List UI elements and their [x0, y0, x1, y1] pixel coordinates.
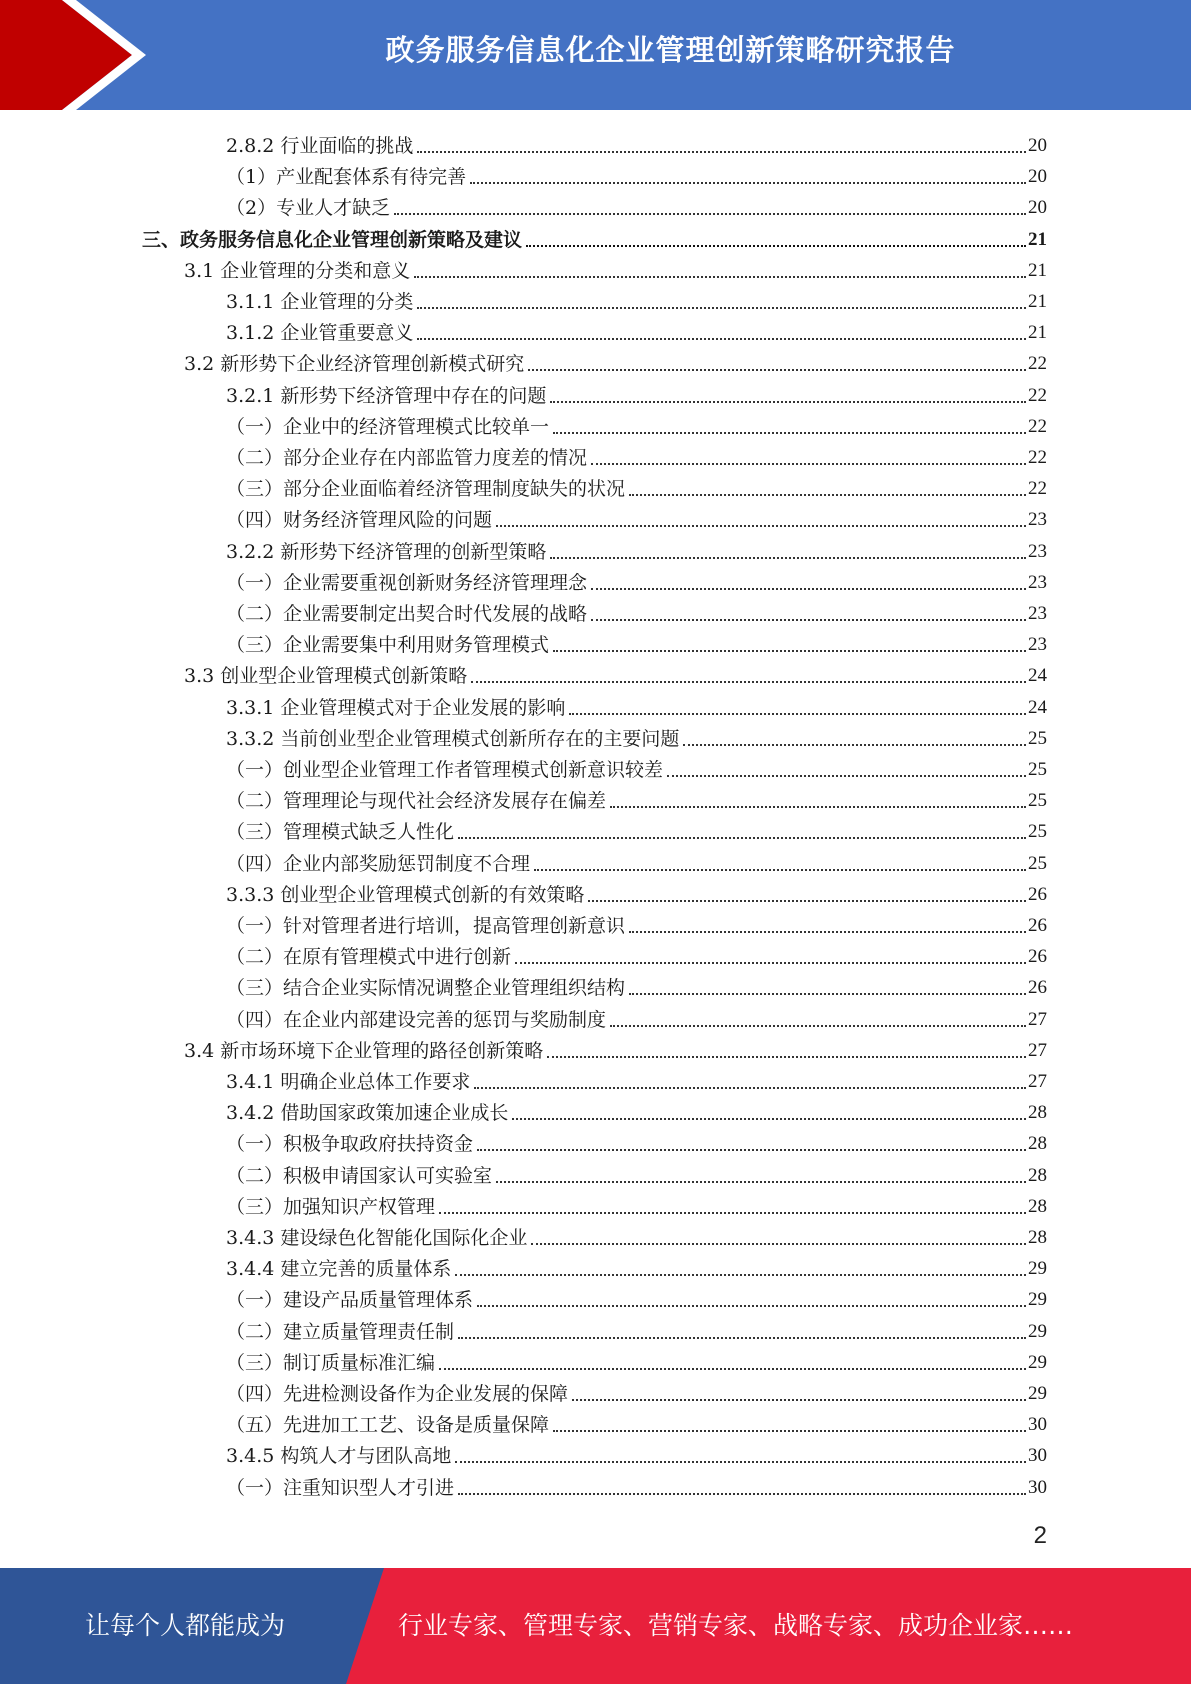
toc-entry-page: 23 — [1028, 540, 1047, 562]
toc-entry[interactable] — [184, 1032, 1047, 1063]
toc-entry[interactable] — [226, 813, 1047, 844]
toc-entry[interactable] — [226, 501, 1047, 532]
toc-entry-label: 3.4.1 明确企业总体工作要求 — [226, 1071, 471, 1093]
toc-entry-page: 21 — [1028, 291, 1047, 312]
toc-entry[interactable] — [226, 283, 1047, 314]
toc-entry[interactable] — [226, 439, 1047, 470]
toc-entry-page: 21 — [1028, 322, 1047, 344]
toc-entry[interactable] — [226, 1125, 1047, 1156]
toc-entry-label: （一）创业型企业管理工作者管理模式创新意识较差 — [226, 759, 664, 781]
toc-entry-label: 3.3 创业型企业管理模式创新策略 — [184, 665, 468, 688]
toc-entry-label: （四）先进检测设备作为企业发展的保障 — [226, 1383, 569, 1405]
toc-entry-page: 22 — [1028, 384, 1047, 406]
toc-entry-label: （二）在原有管理模式中进行创新 — [226, 946, 512, 969]
toc-dot-leader — [629, 993, 1026, 995]
toc-entry[interactable] — [226, 1375, 1047, 1406]
toc-dot-leader — [610, 806, 1026, 808]
toc-entry-label: 3.4 新市场环境下企业管理的路径创新策略 — [184, 1039, 544, 1062]
toc-dot-leader — [417, 307, 1026, 309]
footer-slogan-left: 让每个人都能成为 — [84, 1611, 285, 1640]
toc-entry[interactable] — [226, 626, 1047, 657]
toc-entry[interactable] — [226, 1281, 1047, 1312]
header-arrow-decoration — [0, 0, 160, 110]
toc-dot-leader — [455, 1274, 1026, 1276]
toc-entry-label: （一）建设产品质量管理体系 — [226, 1289, 474, 1312]
toc-entry-page: 28 — [1028, 1102, 1047, 1124]
toc-dot-leader — [477, 1305, 1026, 1307]
toc-entry-page: 29 — [1028, 1351, 1047, 1373]
toc-entry-label: （三）加强知识产权管理 — [226, 1195, 436, 1218]
toc-entry-label: 3.4.2 借助国家政策加速企业成长 — [226, 1102, 509, 1125]
toc-dot-leader — [417, 338, 1026, 340]
toc-entry-label: （1）产业配套体系有待完善 — [226, 166, 467, 189]
toc-entry[interactable] — [226, 127, 1047, 158]
toc-dot-leader — [515, 962, 1026, 964]
toc-entry-label: （二）部分企业存在内部监管力度差的情况 — [226, 447, 588, 469]
toc-entry-label: （三）管理模式缺乏人性化 — [226, 821, 455, 844]
toc-entry-label: 3.3.2 当前创业型企业管理模式创新所存在的主要问题 — [226, 727, 680, 750]
toc-entry-page: 20 — [1028, 197, 1047, 219]
toc-entry[interactable] — [226, 314, 1047, 345]
toc-entry-label: （三）制订质量标准汇编 — [226, 1351, 436, 1374]
toc-dot-leader — [591, 463, 1026, 465]
toc-entry-label: 3.1.1 企业管理的分类 — [226, 291, 414, 313]
toc-entry[interactable] — [142, 221, 1047, 252]
toc-entry[interactable] — [226, 470, 1047, 501]
toc-entry[interactable] — [226, 1344, 1047, 1375]
toc-dot-leader — [553, 650, 1026, 652]
toc-dot-leader — [572, 1399, 1026, 1401]
toc-entry-label: （一）企业中的经济管理模式比较单一 — [226, 415, 550, 438]
toc-entry-page: 23 — [1028, 634, 1047, 656]
toc-entry[interactable] — [184, 252, 1047, 283]
toc-entry-page: 26 — [1028, 883, 1047, 905]
toc-entry[interactable] — [226, 969, 1047, 1000]
toc-entry[interactable] — [226, 1406, 1047, 1437]
toc-entry-label: 3.3.3 创业型企业管理模式创新的有效策略 — [226, 883, 585, 906]
toc-dot-leader — [569, 713, 1026, 715]
toc-entry[interactable] — [226, 1094, 1047, 1125]
toc-entry-page: 24 — [1028, 665, 1047, 687]
toc-dot-leader — [588, 900, 1026, 902]
toc-entry[interactable] — [226, 1437, 1047, 1468]
toc-entry-label: （二）管理理论与现代社会经济发展存在偏差 — [226, 790, 607, 813]
toc-entry-label: （一）积极争取政府扶持资金 — [226, 1133, 474, 1156]
toc-entry-page: 25 — [1028, 821, 1047, 843]
toc-dot-leader — [439, 1368, 1026, 1370]
toc-entry-label: （2）专业人才缺乏 — [226, 197, 391, 220]
toc-entry-page: 28 — [1028, 1164, 1047, 1186]
toc-dot-leader — [591, 619, 1026, 621]
toc-entry-label: （二）积极申请国家认可实验室 — [226, 1164, 493, 1187]
toc-entry-page: 26 — [1028, 977, 1047, 999]
toc-entry-label: 3.1.2 企业管重要意义 — [226, 322, 414, 345]
toc-entry[interactable] — [226, 1313, 1047, 1344]
toc-dot-leader — [394, 213, 1026, 215]
toc-entry-page: 30 — [1028, 1414, 1047, 1436]
toc-entry-page: 29 — [1028, 1289, 1047, 1311]
toc-dot-leader — [458, 1337, 1026, 1339]
toc-entry[interactable] — [226, 1001, 1047, 1032]
toc-dot-leader — [531, 1243, 1026, 1245]
toc-dot-leader — [683, 744, 1026, 746]
toc-dot-leader — [629, 931, 1026, 933]
toc-entry-page: 25 — [1028, 759, 1047, 780]
toc-entry-page: 25 — [1028, 727, 1047, 749]
toc-dot-leader — [496, 525, 1026, 527]
toc-entry-page: 21 — [1028, 259, 1047, 281]
toc-dot-leader — [553, 1430, 1026, 1432]
toc-entry[interactable] — [226, 751, 1047, 782]
toc-dot-leader — [477, 1149, 1026, 1151]
toc-entry-page: 22 — [1028, 447, 1047, 468]
toc-entry[interactable] — [226, 1188, 1047, 1219]
toc-dot-leader — [547, 1056, 1026, 1058]
toc-entry-label: 2.8.2 行业面临的挑战 — [226, 135, 414, 157]
toc-dot-leader — [526, 245, 1026, 247]
page-footer — [0, 1568, 1191, 1684]
toc-entry-page: 25 — [1028, 790, 1047, 812]
toc-entry-label: （三）企业需要集中利用财务管理模式 — [226, 634, 550, 657]
toc-entry-page: 26 — [1028, 915, 1047, 936]
page-header — [0, 0, 1191, 110]
toc-entry-page: 23 — [1028, 603, 1047, 624]
toc-dot-leader — [471, 681, 1026, 683]
footer-slogan-right: 行业专家、管理专家、营销专家、战略专家、成功企业家…… — [398, 1611, 1074, 1640]
toc-entry-page: 30 — [1028, 1445, 1047, 1467]
toc-entry[interactable] — [226, 689, 1047, 720]
toc-entry[interactable] — [226, 564, 1047, 595]
toc-entry-page: 23 — [1028, 571, 1047, 593]
toc-entry-page: 29 — [1028, 1320, 1047, 1342]
toc-entry[interactable] — [226, 189, 1047, 220]
toc-entry-label: （五）先进加工工艺、设备是质量保障 — [226, 1414, 550, 1437]
toc-entry-label: （二）建立质量管理责任制 — [226, 1320, 455, 1343]
toc-dot-leader — [458, 837, 1026, 839]
toc-entry-page: 21 — [1028, 228, 1047, 250]
toc-entry-label: 三、政务服务信息化企业管理创新策略及建议 — [142, 228, 523, 251]
toc-entry-page: 20 — [1028, 166, 1047, 188]
document-title: 政务服务信息化企业管理创新策略研究报告 — [385, 33, 956, 67]
toc-entry-page: 27 — [1028, 1039, 1047, 1061]
toc-entry[interactable] — [226, 1157, 1047, 1188]
toc-entry-page: 29 — [1028, 1258, 1047, 1280]
toc-dot-leader — [553, 432, 1026, 434]
toc-dot-leader — [591, 588, 1026, 590]
toc-dot-leader — [550, 557, 1026, 559]
toc-entry[interactable] — [226, 1250, 1047, 1281]
toc-entry-label: （四）企业内部奖励惩罚制度不合理 — [226, 852, 531, 875]
toc-entry-label: （三）结合企业实际情况调整企业管理组织结构 — [226, 977, 626, 1000]
toc-entry-page: 26 — [1028, 946, 1047, 968]
toc-entry-label: （三）部分企业面临着经济管理制度缺失的状况 — [226, 478, 626, 501]
toc-entry-label: 3.3.1 企业管理模式对于企业发展的影响 — [226, 696, 566, 719]
toc-entry-label: （一）注重知识型人才引进 — [226, 1476, 455, 1499]
toc-entry-page: 22 — [1028, 415, 1047, 437]
toc-entry[interactable] — [226, 1469, 1047, 1500]
toc-entry-page: 28 — [1028, 1133, 1047, 1155]
toc-entry-label: 3.4.3 建设绿色化智能化国际化企业 — [226, 1227, 528, 1249]
toc-dot-leader — [610, 1025, 1026, 1027]
toc-dot-leader — [455, 1461, 1026, 1463]
toc-entry-page: 27 — [1028, 1071, 1047, 1092]
toc-dot-leader — [470, 182, 1026, 184]
toc-entry-page: 23 — [1028, 509, 1047, 531]
toc-entry[interactable] — [226, 158, 1047, 189]
toc-entry-page: 22 — [1028, 478, 1047, 500]
toc-entry[interactable] — [226, 1063, 1047, 1094]
toc-entry-label: （四）财务经济管理风险的问题 — [226, 509, 493, 532]
toc-entry-label: 3.4.5 构筑人才与团队高地 — [226, 1445, 452, 1468]
toc-entry[interactable] — [226, 377, 1047, 408]
toc-entry[interactable] — [226, 533, 1047, 564]
toc-entry-label: 3.2.1 新形势下经济管理中存在的问题 — [226, 384, 547, 407]
toc-dot-leader — [474, 1087, 1026, 1089]
toc-entry[interactable] — [184, 345, 1047, 376]
toc-entry[interactable] — [226, 907, 1047, 938]
toc-dot-leader — [629, 494, 1026, 496]
toc-entry[interactable] — [184, 657, 1047, 688]
toc-dot-leader — [512, 1118, 1026, 1120]
toc-dot-leader — [458, 1493, 1026, 1495]
toc-dot-leader — [439, 1212, 1026, 1214]
toc-entry-page: 22 — [1028, 353, 1047, 375]
toc-entry-label: 3.2 新形势下企业经济管理创新模式研究 — [184, 353, 525, 376]
toc-entry[interactable] — [226, 845, 1047, 876]
toc-entry-label: （四）在企业内部建设完善的惩罚与奖励制度 — [226, 1008, 607, 1031]
toc-dot-leader — [528, 369, 1026, 371]
page-number: 2 — [1033, 1522, 1047, 1549]
toc-entry-page: 29 — [1028, 1383, 1047, 1404]
toc-entry-page: 24 — [1028, 696, 1047, 718]
toc-entry[interactable] — [226, 720, 1047, 751]
toc-entry-label: （一）企业需要重视创新财务经济管理理念 — [226, 571, 588, 594]
toc-entry-page: 20 — [1028, 135, 1047, 156]
toc-entry[interactable] — [226, 938, 1047, 969]
toc-entry-label: 3.4.4 建立完善的质量体系 — [226, 1258, 452, 1281]
toc-entry[interactable] — [226, 782, 1047, 813]
toc-entry[interactable] — [226, 876, 1047, 907]
toc-entry[interactable] — [226, 595, 1047, 626]
toc-entry-page: 28 — [1028, 1195, 1047, 1217]
toc-entry-page: 25 — [1028, 852, 1047, 874]
toc-entry-label: （一）针对管理者进行培训，提高管理创新意识 — [226, 915, 626, 937]
toc-entry-page: 27 — [1028, 1008, 1047, 1030]
toc-entry[interactable] — [226, 408, 1047, 439]
toc-dot-leader — [417, 151, 1026, 153]
toc-entry-label: 3.2.2 新形势下经济管理的创新型策略 — [226, 540, 547, 563]
toc-entry-page: 30 — [1028, 1476, 1047, 1498]
toc-dot-leader — [667, 775, 1026, 777]
toc-dot-leader — [550, 401, 1026, 403]
toc-dot-leader — [496, 1181, 1026, 1183]
toc-entry-page: 28 — [1028, 1227, 1047, 1248]
toc-entry[interactable] — [226, 1219, 1047, 1250]
toc-entry-label: 3.1 企业管理的分类和意义 — [184, 259, 411, 282]
toc-entry-label: （二）企业需要制定出契合时代发展的战略 — [226, 603, 588, 625]
toc-dot-leader — [414, 276, 1026, 278]
toc-dot-leader — [534, 869, 1026, 871]
